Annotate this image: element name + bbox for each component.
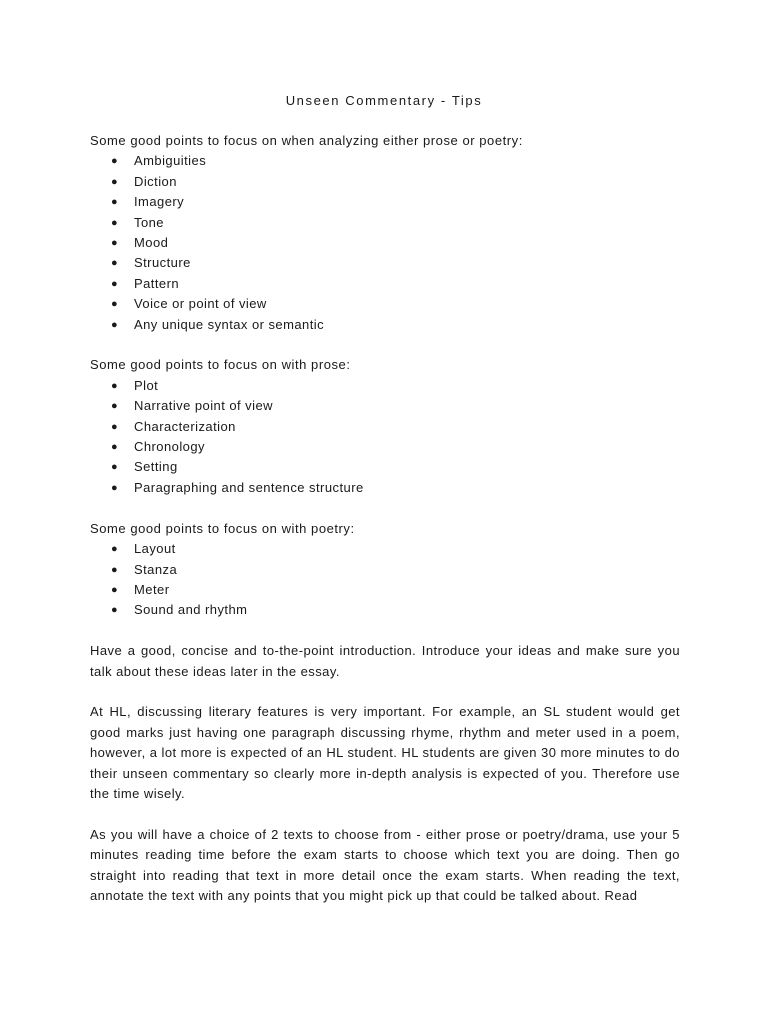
bullet-icon: ●: [111, 155, 119, 168]
bullet-icon: ●: [111, 277, 119, 290]
list-item: [90, 233, 680, 253]
list-item: [90, 192, 680, 212]
list-item: [90, 151, 680, 171]
bullet-list: [90, 539, 680, 621]
section-prose-or-poetry: [90, 131, 680, 335]
section-intro: Some good points to focus on when analyzing either prose or poetry:: [90, 133, 523, 148]
bullet-icon: ●: [111, 175, 119, 188]
section-prose: [90, 355, 680, 498]
bullet-icon: ●: [111, 318, 119, 331]
list-item-text: Narrative point of view: [134, 398, 273, 414]
list-item-text: Imagery: [134, 194, 185, 210]
bullet-icon: ●: [111, 604, 119, 617]
list-item-text: Chronology: [134, 439, 205, 455]
list-item-text: Tone: [134, 214, 164, 230]
paragraph-introduction: Have a good, concise and to-the-point introduction. Introduce your ideas and make sure you talk about these ideas later in the essay.: [90, 643, 680, 679]
bullet-icon: ●: [111, 583, 119, 596]
list-item: [90, 274, 680, 294]
bullet-list: [90, 151, 680, 335]
bullet-icon: ●: [111, 543, 119, 556]
bullet-icon: ●: [111, 298, 119, 311]
list-item: [90, 539, 680, 559]
section-poetry: [90, 519, 680, 621]
list-item-text: Pattern: [134, 275, 180, 291]
list-item: [90, 580, 680, 600]
list-item-text: Structure: [134, 255, 191, 271]
list-item: [90, 294, 680, 314]
list-item-text: Setting: [134, 459, 178, 475]
list-item: [90, 478, 680, 498]
section-intro: Some good points to focus on with poetry:: [90, 520, 355, 536]
paragraph-choice: As you will have a choice of 2 texts to choose from - either prose or poetry/drama, use your 5 minutes reading time before the exam starts to choose which text you are doing. Then go straight into reading that text in more detail once the exam starts. When reading the text, annotate the text with any points that you might pick up that could be talked about. Read: [90, 826, 680, 903]
list-item-text: Sound and rhythm: [134, 602, 248, 618]
list-item: [90, 600, 680, 620]
list-item-text: Layout: [134, 541, 176, 557]
bullet-icon: ●: [111, 379, 119, 392]
list-item: [90, 457, 680, 477]
list-item: [90, 172, 680, 192]
list-item-text: Any unique syntax or semantic: [134, 316, 325, 332]
document-title: Unseen Commentary - Tips: [285, 93, 483, 108]
list-item-text: Paragraphing and sentence structure: [134, 479, 364, 495]
list-item-text: Voice or point of view: [134, 296, 267, 312]
list-item-text: Stanza: [134, 561, 178, 577]
bullet-icon: ●: [111, 481, 119, 494]
list-item: [90, 437, 680, 457]
list-item: [90, 417, 680, 437]
section-intro: Some good points to focus on with prose:: [90, 357, 351, 373]
paragraph-hl: At HL, discussing literary features is very important. For example, an SL student would get good marks just having one paragraph discussing rhyme, rhythm and meter used in a poem, however, a lot more is expected of an HL student. HL students are given 30 more minutes to do their unseen commentary so clearly more in-depth analysis is expected of you. Therefore use the time wisely.: [90, 704, 680, 801]
list-item: [90, 315, 680, 335]
bullet-icon: ●: [111, 196, 119, 209]
bullet-icon: ●: [111, 420, 119, 433]
bullet-icon: ●: [111, 441, 119, 454]
list-item: [90, 213, 680, 233]
list-item: [90, 253, 680, 273]
bullet-icon: ●: [111, 216, 119, 229]
list-item-text: Characterization: [134, 418, 236, 434]
bullet-icon: ●: [111, 257, 119, 270]
bullet-icon: ●: [111, 563, 119, 576]
list-item: [90, 396, 680, 416]
list-item-text: Mood: [134, 235, 169, 251]
list-item-text: Diction: [134, 173, 177, 189]
list-item-text: Ambiguities: [134, 153, 207, 169]
bullet-icon: ●: [111, 461, 119, 474]
list-item-text: Meter: [134, 581, 170, 597]
list-item-text: Plot: [134, 377, 159, 393]
list-item: [90, 376, 680, 396]
bullet-icon: ●: [111, 400, 119, 413]
bullet-list: [90, 376, 680, 498]
document-body: [90, 131, 680, 927]
bullet-icon: ●: [111, 237, 119, 250]
list-item: [90, 560, 680, 580]
